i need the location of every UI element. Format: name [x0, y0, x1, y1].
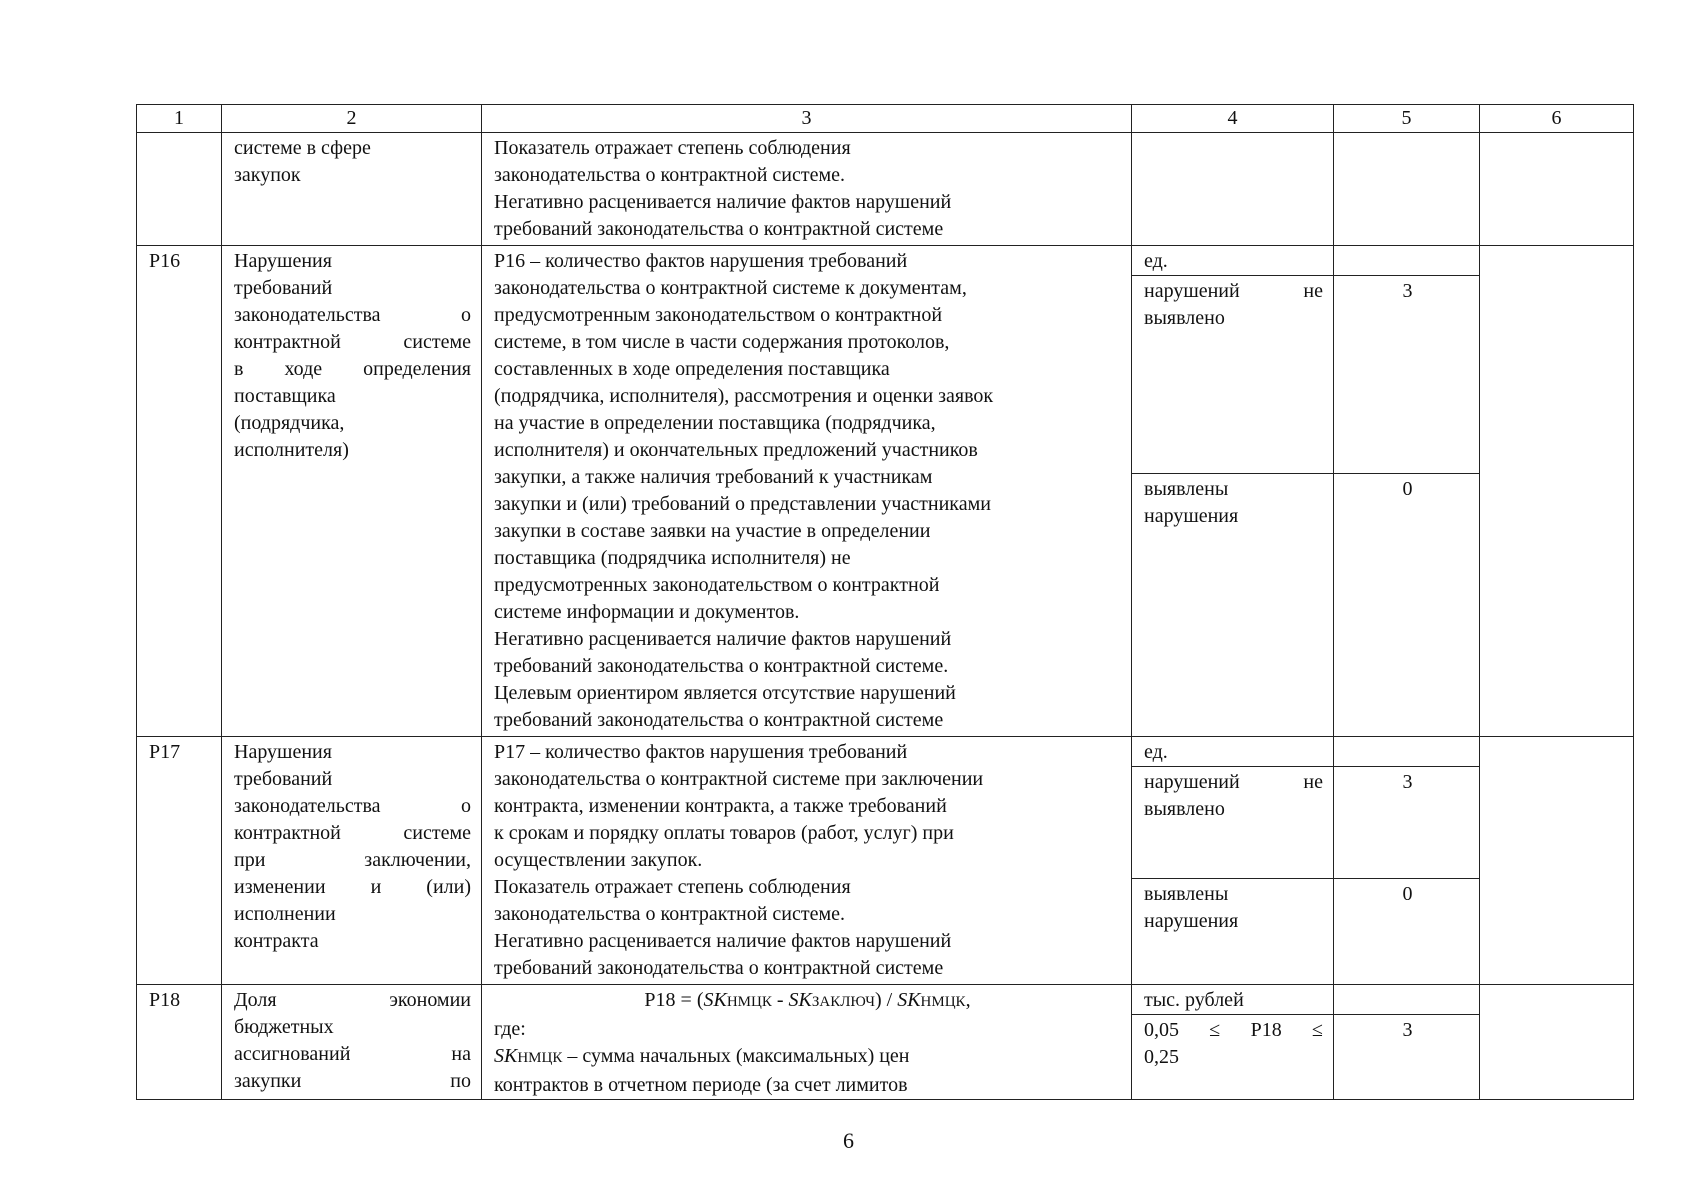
description-cell: [482, 985, 1132, 1100]
description-line: требований законодательства о контрактной системе.: [494, 655, 949, 677]
column-header-4: 4: [1132, 105, 1334, 133]
condition-cell: [1132, 879, 1334, 985]
description-line: где:: [494, 1018, 526, 1040]
column-header-3: 3: [482, 105, 1132, 133]
indicator-name-line: контракта: [234, 930, 319, 952]
description-cell: [482, 737, 1132, 985]
description-line: законодательства о контрактной системе.: [494, 164, 846, 186]
table-row-continuation: [137, 133, 1634, 246]
description-line: Целевым ориентиром является отсутствие нарушений: [494, 682, 956, 704]
table-row-p18: [137, 985, 1634, 1015]
score-cell: 3: [1334, 767, 1480, 879]
description-line: контракта, изменении контракта, а также требований: [494, 795, 947, 817]
condition-line: выявлены: [1144, 478, 1229, 500]
score-header-cell: [1334, 246, 1480, 276]
condition-line: выявлено: [1144, 307, 1225, 329]
indicator-name-line: требований: [234, 277, 333, 299]
description-line: законодательства о контрактной системе при заключении: [494, 768, 984, 790]
indicator-name-line: изменении и (или): [234, 876, 471, 898]
description-line: на участие в определении поставщика (подрядчика,: [494, 412, 936, 434]
code-cell: Р17: [137, 737, 222, 985]
page-number: 6: [843, 1128, 854, 1153]
condition-cell: [1132, 276, 1334, 474]
condition-cell: [1132, 767, 1334, 879]
code-cell: Р16: [137, 246, 222, 737]
condition-line: нарушения: [1144, 505, 1239, 527]
indicator-name-line: бюджетных: [234, 1016, 334, 1038]
condition-line: нарушений не: [1144, 280, 1323, 302]
column-header-row: [137, 105, 1634, 133]
description-line: системе информации и документов.: [494, 601, 800, 623]
indicator-name-line: контрактной системе: [234, 331, 471, 353]
indicator-name-cell: [222, 133, 482, 246]
description-line: Показатель отражает степень соблюдения: [494, 876, 851, 898]
score-cell: 3: [1334, 1015, 1480, 1100]
formula-suffix: ,: [965, 989, 971, 1011]
formula-nmck-subscript: НМЦК: [920, 994, 966, 1010]
description-line: предусмотренным законодательством о контрактной: [494, 304, 943, 326]
description-line: контрактов в отчетном периоде (за счет лимитов: [494, 1074, 908, 1096]
formula-line: [494, 987, 1121, 1016]
formula-sk: SK: [897, 989, 921, 1011]
column-header-1: 1: [137, 105, 222, 133]
description-line: (подрядчика, исполнителя), рассмотрения и оценки заявок: [494, 385, 994, 407]
description-line: Р17 – количество фактов нарушения требований: [494, 741, 908, 763]
description-line: [494, 1043, 1121, 1072]
condition-line: 0,25: [1144, 1046, 1179, 1068]
description-line: Негативно расценивается наличие фактов нарушений: [494, 930, 952, 952]
formula-zakl-subscript: ЗАКЛЮЧ: [811, 994, 875, 1010]
column-header-2: 2: [222, 105, 482, 133]
formula-nmck-subscript: НМЦК: [726, 994, 772, 1010]
description-line: требований законодательства о контрактной системе: [494, 957, 944, 979]
condition-line: выявлено: [1144, 798, 1225, 820]
indicator-name-line: Нарушения: [234, 250, 332, 272]
description-line: законодательства о контрактной системе к документам,: [494, 277, 967, 299]
unit-cell: ед.: [1132, 737, 1334, 767]
description-line: Показатель отражает степень соблюдения: [494, 137, 851, 159]
code-cell: Р18: [137, 985, 222, 1100]
note-cell: [1480, 246, 1634, 737]
formula-nmck-subscript: НМЦК: [517, 1050, 563, 1066]
indicator-name-line: системе в сфере: [234, 137, 371, 159]
indicator-name-line: требований: [234, 768, 333, 790]
score-cell: 0: [1334, 879, 1480, 985]
description-line: требований законодательства о контрактной системе: [494, 709, 944, 731]
description-cell: [482, 246, 1132, 737]
indicators-table: [136, 104, 1634, 1100]
indicator-name-cell: [222, 737, 482, 985]
description-line: исполнителя) и окончательных предложений участников: [494, 439, 978, 461]
unit-cell: ед.: [1132, 246, 1334, 276]
indicator-name-line: при заключении,: [234, 849, 471, 871]
indicator-name-line: ассигнований на: [234, 1043, 471, 1065]
formula-sk: SK: [703, 989, 727, 1011]
unit-cell: [1132, 133, 1334, 246]
description-line: закупки, а также наличия требований к участникам: [494, 466, 933, 488]
formula-sk: SK: [494, 1045, 518, 1067]
description-cell: [482, 133, 1132, 246]
formula-mid: ) /: [874, 989, 898, 1011]
table-row-p16: [137, 246, 1634, 276]
score-header-cell: [1334, 985, 1480, 1015]
note-cell: [1480, 133, 1634, 246]
indicator-name-line: Нарушения: [234, 741, 332, 763]
description-line: к срокам и порядку оплаты товаров (работ, услуг) при: [494, 822, 954, 844]
description-line: Негативно расценивается наличие фактов нарушений: [494, 191, 952, 213]
condition-line: 0,05 ≤ Р18 ≤: [1144, 1019, 1323, 1041]
score-cell: 3: [1334, 276, 1480, 474]
description-line: закупки в составе заявки на участие в определении: [494, 520, 931, 542]
description-line: требований законодательства о контрактной системе: [494, 218, 944, 240]
code-cell: [137, 133, 222, 246]
indicator-name-line: контрактной системе: [234, 822, 471, 844]
indicators-table-page: [136, 104, 1633, 1100]
indicator-name-line: поставщика: [234, 385, 336, 407]
indicator-name-cell: [222, 246, 482, 737]
indicator-name-line: законодательства о: [234, 304, 471, 326]
score-cell: [1334, 133, 1480, 246]
indicator-name-line: закупок: [234, 164, 301, 186]
formula-minus: -: [771, 989, 789, 1011]
column-header-6: 6: [1480, 105, 1634, 133]
description-line: составленных в ходе определения поставщика: [494, 358, 890, 380]
description-line: Негативно расценивается наличие фактов нарушений: [494, 628, 952, 650]
condition-cell: [1132, 1015, 1334, 1100]
description-line: законодательства о контрактной системе.: [494, 903, 846, 925]
note-cell: [1480, 737, 1634, 985]
indicator-name-line: в ходе определения: [234, 358, 471, 380]
description-line: системе, в том числе в части содержания протоколов,: [494, 331, 950, 353]
description-line: предусмотренных законодательством о контрактной: [494, 574, 940, 596]
definition-text: – сумма начальных (максимальных) цен: [562, 1045, 910, 1067]
formula-prefix: Р18 = (: [644, 989, 704, 1011]
indicator-name-line: исполнении: [234, 903, 336, 925]
unit-cell: тыс. рублей: [1132, 985, 1334, 1015]
score-cell: 0: [1334, 474, 1480, 737]
table-row-p17: [137, 737, 1634, 767]
description-line: Р16 – количество фактов нарушения требований: [494, 250, 908, 272]
indicator-name-line: законодательства о: [234, 795, 471, 817]
indicator-name-line: (подрядчика,: [234, 412, 345, 434]
condition-line: нарушения: [1144, 910, 1239, 932]
condition-cell: [1132, 474, 1334, 737]
description-line: осуществлении закупок.: [494, 849, 703, 871]
column-header-5: 5: [1334, 105, 1480, 133]
note-cell: [1480, 985, 1634, 1100]
indicator-name-line: Доля экономии: [234, 989, 471, 1011]
indicator-name-line: исполнителя): [234, 439, 349, 461]
description-line: поставщика (подрядчика исполнителя) не: [494, 547, 851, 569]
condition-line: выявлены: [1144, 883, 1229, 905]
score-header-cell: [1334, 737, 1480, 767]
condition-line: нарушений не: [1144, 771, 1323, 793]
indicator-name-line: закупки по: [234, 1070, 471, 1092]
indicator-name-cell: [222, 985, 482, 1100]
formula-sk: SK: [788, 989, 812, 1011]
description-line: закупки и (или) требований о представлении участниками: [494, 493, 991, 515]
